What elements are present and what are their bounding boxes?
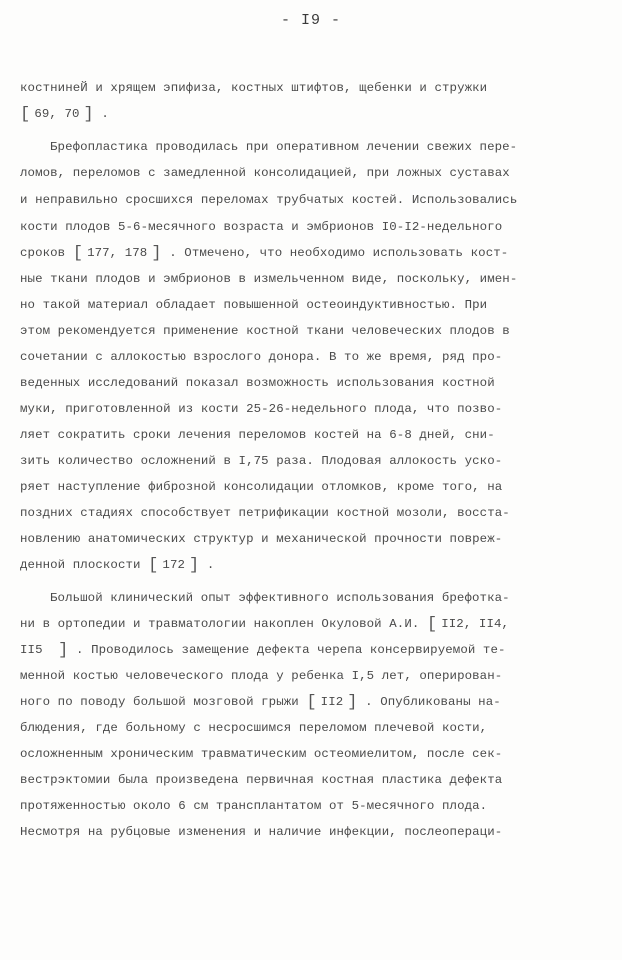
reference-citation: 177, 178 [87, 246, 148, 260]
line-text: этом рекомендуется применение костной ткани человеческих плодов в [20, 324, 510, 338]
bracket-open: [ [148, 556, 159, 575]
text-line [20, 373, 600, 393]
text-line [20, 718, 600, 738]
line-text: поздних стадиях способствует петрификации костной мозоли, восста- [20, 506, 510, 520]
bracket-open: [ [72, 244, 84, 263]
line-text: сроков [20, 246, 73, 260]
line-text: Большой клинический опыт эффективного использования брефоткa- [50, 591, 510, 605]
line-text-end: . Опубликованы на- [357, 695, 501, 709]
bracket-open: [ [306, 693, 317, 712]
line-text: ряет наступление фиброзной консолидации отломков, кроме того, на [20, 480, 503, 494]
line-text: и неправильно сросшихся переломах трубчатых костей. Использовались [20, 193, 518, 207]
line-text: II5 [20, 643, 51, 657]
text-line [20, 770, 600, 790]
line-text: ного по поводу большой мозговой грыжи [20, 695, 307, 709]
line-text: блюдения, где больному с несросшимся переломом плечевой кости, [20, 721, 488, 735]
line-text-end: . Проводилось замещение дефекта черепа консервируемой те- [68, 643, 506, 657]
line-text: протяженностью около 6 см трансплантатом от 5-месячного плода. [20, 799, 488, 813]
text-line [20, 269, 600, 289]
bracket-open: [ [20, 105, 31, 124]
text-line [20, 796, 600, 816]
line-text: веденных исследований показал возможность использования костной [20, 376, 495, 390]
line-text: денной плоскости [20, 558, 149, 572]
text-line [20, 399, 600, 419]
bracket-close: ] [347, 693, 358, 712]
line-text-end: . [93, 107, 109, 121]
text-line [20, 217, 600, 237]
text-line [20, 425, 600, 445]
bracket-close: ] [151, 244, 162, 263]
text-line [20, 190, 600, 210]
text-line [20, 614, 600, 635]
text-line [50, 588, 600, 608]
line-text: вестрэктомии была произведена первичная костная пластика дефекта [20, 773, 503, 787]
line-text: ные ткани плодов и эмбрионов в измельченном виде, поскольку, имен- [20, 272, 518, 286]
line-text: новлению анатомических структур и механической прочности повреж- [20, 532, 503, 546]
text-line [20, 163, 600, 183]
line-text: зить количество осложнений в I,75 раза. Плодовая аллокость уско- [20, 454, 503, 468]
reference-citation: II2 [320, 695, 344, 709]
line-text: муки, приготовленной из кости 25-26-недельного плода, что позво- [20, 402, 503, 416]
text-line [20, 295, 600, 315]
bracket-close: ] [83, 105, 94, 124]
reference-citation [50, 643, 58, 657]
line-text: ляет сократить сроки лечения переломов костей на 6-8 дней, сни- [20, 428, 495, 442]
text-line [20, 529, 600, 549]
line-text: Брефопластика проводилась при оперативном лечении свежих пере- [50, 140, 518, 154]
line-text: Несмотря на рубцовые изменения и наличие инфекции, послеопераци- [20, 825, 503, 839]
reference-citation: II2, II4, [441, 617, 510, 631]
bracket-close: ] [189, 556, 200, 575]
line-text-end: . Отмечено, что необходимо использовать кост- [161, 246, 509, 260]
bracket-open: [ [426, 615, 438, 634]
text-line [20, 822, 600, 842]
text-line [20, 640, 600, 661]
bracket-close: ] [58, 641, 69, 660]
line-text: ломов, переломов с замедленной консолидацией, при ложных суставах [20, 166, 510, 180]
text-line [20, 78, 600, 98]
text-line [50, 137, 600, 157]
line-text: осложненным хроническим травматическим остеомиелитом, после сек- [20, 747, 503, 761]
text-line [20, 555, 600, 576]
text-line [20, 503, 600, 523]
line-text: но такой материал обладает повышенной остеоиндуктивностью. При [20, 298, 488, 312]
text-line [20, 321, 600, 341]
text-line [20, 692, 600, 713]
line-text-end: . [199, 558, 215, 572]
text-line [20, 243, 600, 264]
text-line [20, 477, 600, 497]
line-text: сочетании с аллокостью взрослого донора. В то же время, ряд про- [20, 350, 503, 364]
reference-citation: 69, 70 [34, 107, 80, 121]
line-text: кости плодов 5-6-месячного возраста и эмбрионов I0-I2-недельного [20, 220, 503, 234]
text-line [20, 451, 600, 471]
reference-citation: 172 [162, 558, 186, 572]
page-number: - I9 - [280, 12, 341, 29]
text-line [20, 104, 600, 125]
text-line [20, 666, 600, 686]
line-text: менной костью человеческого плода у ребенка I,5 лет, оперирован- [20, 669, 503, 683]
line-text: костнинеЙ и хрящем эпифиза, костных штифтов, щебенки и стружки [20, 81, 488, 95]
text-line [20, 744, 600, 764]
line-text: ни в ортопедии и травматологии накоплен Окуловой А.И. [20, 617, 427, 631]
text-line [20, 347, 600, 367]
